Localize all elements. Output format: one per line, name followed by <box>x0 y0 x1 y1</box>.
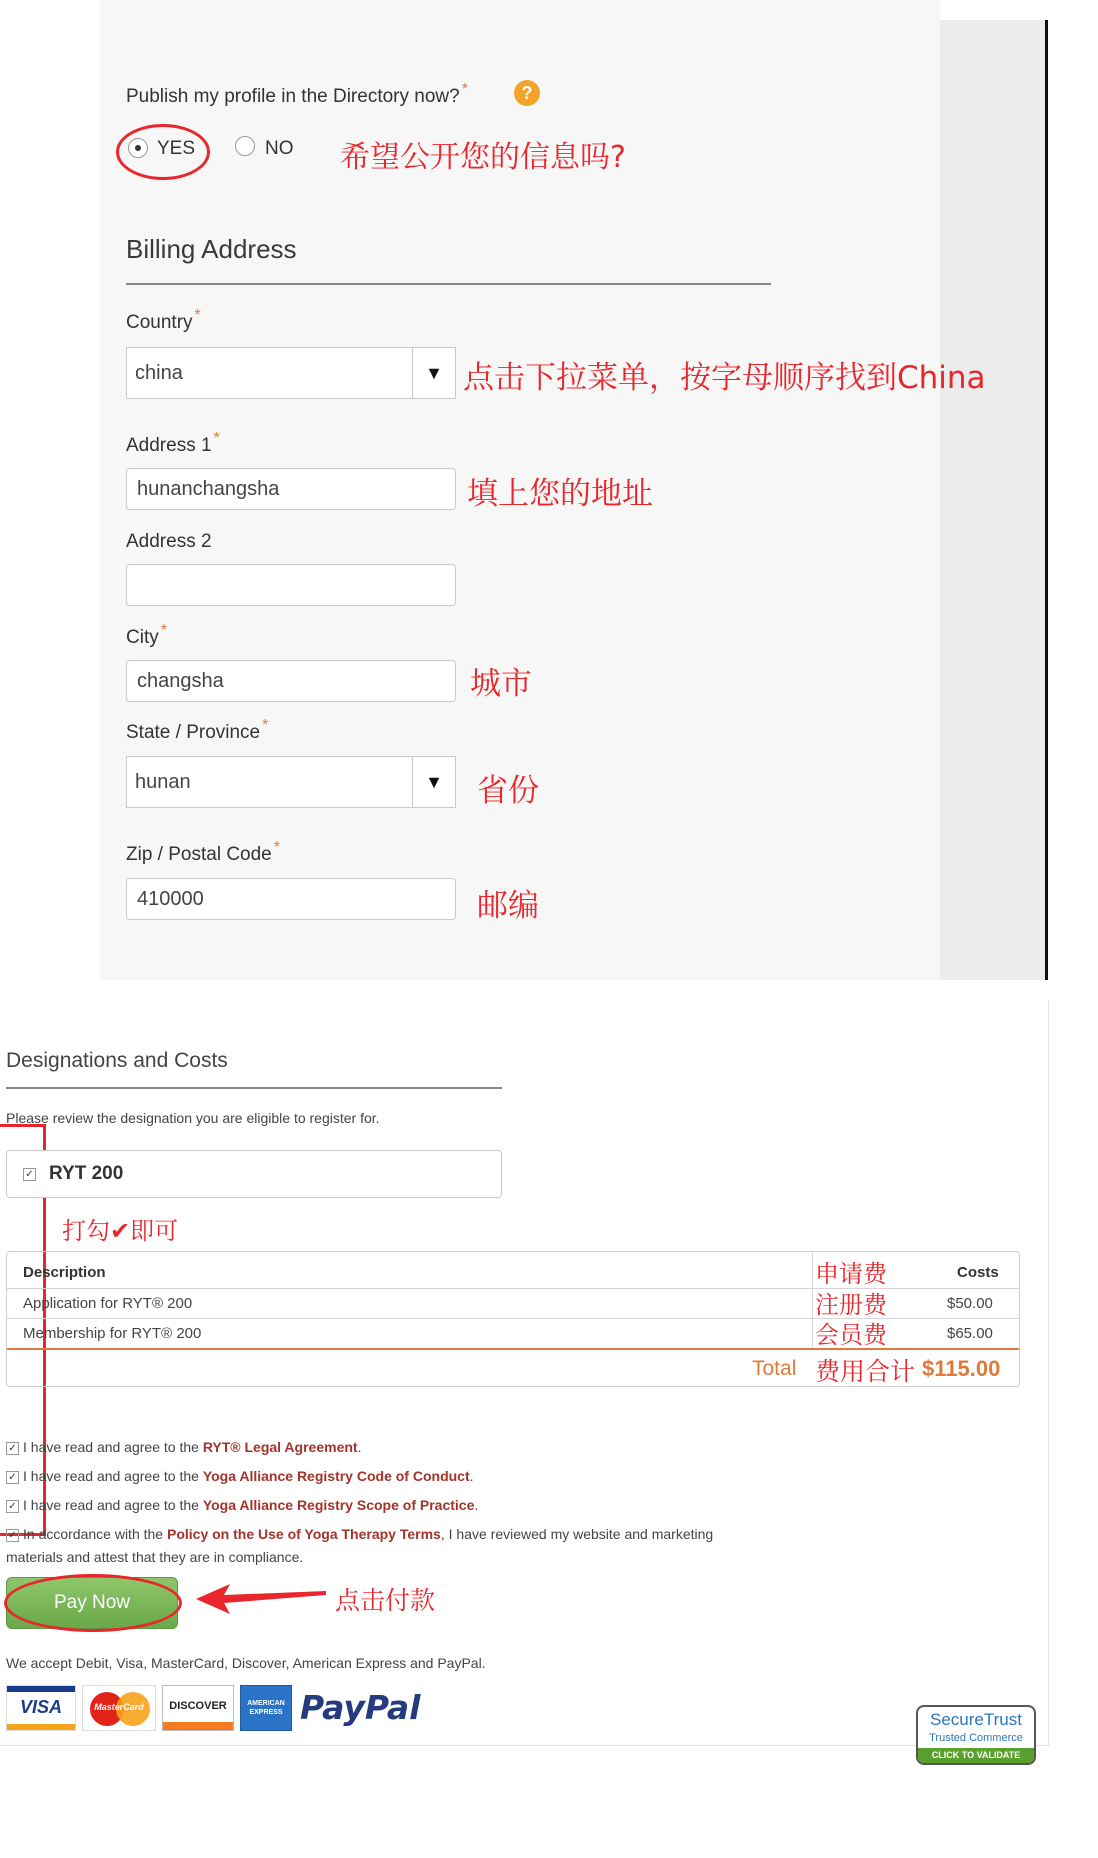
costs-table <box>6 1251 1020 1387</box>
yes-radio[interactable] <box>128 138 148 158</box>
review-text: Please review the designation you are eligible to register for. <box>6 1110 380 1126</box>
required-mark: * <box>273 839 280 856</box>
visa-logo: VISA <box>6 1685 76 1731</box>
agreement-checkbox[interactable]: ✓ <box>6 1500 19 1513</box>
row-cost: $65.00 <box>947 1325 993 1342</box>
address1-label: Address 1 * <box>126 430 220 456</box>
chevron-down-icon[interactable]: ▼ <box>412 348 455 398</box>
agreement-continuation: materials and attest that they are in compliance. <box>6 1549 304 1565</box>
total-annotation: 费用合计 <box>815 1357 916 1386</box>
agreement-checkbox[interactable]: ✓ <box>6 1471 19 1484</box>
row-cost: $50.00 <box>947 1295 993 1312</box>
yoga-therapy-policy-link[interactable]: Policy on the Use of Yoga Therapy Terms <box>166 1526 441 1542</box>
mastercard-logo: MasterCard <box>82 1685 156 1731</box>
zip-label: Zip / Postal Code * <box>126 839 280 865</box>
pay-now-button[interactable]: Pay Now <box>6 1577 178 1629</box>
designations-title-rule <box>6 1087 502 1089</box>
designations-title: Designations and Costs <box>6 1049 228 1072</box>
designation-checkbox[interactable]: ✓ <box>23 1168 36 1181</box>
agreement-checkbox[interactable]: ✓ <box>6 1442 19 1455</box>
city-input[interactable]: changsha <box>126 660 456 702</box>
total-value: $115.00 <box>922 1356 1001 1381</box>
state-selected-value: hunan <box>135 771 191 793</box>
publish-annotation: 希望公开您的信息吗? <box>340 140 626 175</box>
code-of-conduct-link[interactable]: Yoga Alliance Registry Code of Conduct <box>202 1468 470 1484</box>
city-annotation: 城市 <box>470 666 532 702</box>
help-icon[interactable]: ? <box>514 80 540 106</box>
paypal-logo: PayPal <box>300 1688 421 1727</box>
application-fee-annotation: 申请费 <box>815 1260 887 1288</box>
panel-border-line <box>1045 20 1048 980</box>
accepted-cards-text: We accept Debit, Visa, MasterCard, Discover, American Express and PayPal. <box>6 1655 486 1671</box>
discover-logo: DISCOVER <box>162 1685 234 1731</box>
required-mark: * <box>194 307 201 324</box>
country-selected-value: china <box>135 362 183 384</box>
header-costs: Costs <box>957 1264 999 1281</box>
city-label: City * <box>126 622 167 648</box>
arrow-left-icon <box>196 1582 328 1616</box>
amex-logo: AMERICAN EXPRESS <box>240 1685 292 1731</box>
agreement-legal[interactable]: ✓ I have read and agree to the RYT® Legal Agreement. <box>6 1439 361 1455</box>
membership-fee-annotation: 会员费 <box>815 1321 887 1349</box>
address2-input[interactable] <box>126 564 456 606</box>
total-label: Total <box>752 1357 797 1380</box>
required-mark: * <box>213 430 220 447</box>
agreement-checkbox[interactable]: ✓ <box>6 1529 19 1542</box>
billing-title-rule <box>126 283 771 285</box>
pay-highlight-circle <box>4 1574 182 1632</box>
zip-input[interactable]: 410000 <box>126 878 456 920</box>
country-annotation: 点击下拉菜单，按字母顺序找到China <box>463 360 986 396</box>
right-margin-strip <box>940 20 1045 980</box>
check-annotation: 打勾✔即可 <box>62 1217 179 1245</box>
address1-annotation: 填上您的地址 <box>467 476 653 512</box>
chevron-down-icon[interactable]: ▼ <box>412 757 455 807</box>
billing-address-title: Billing Address <box>126 234 297 264</box>
scope-of-practice-link[interactable]: Yoga Alliance Registry Scope of Practice <box>202 1497 475 1513</box>
row-description: Application for RYT® 200 <box>23 1295 193 1312</box>
required-mark: * <box>262 717 269 734</box>
state-annotation: 省份 <box>477 773 539 809</box>
header-description: Description <box>23 1264 106 1281</box>
no-radio[interactable] <box>235 136 255 156</box>
zip-annotation: 邮编 <box>477 888 539 924</box>
country-select[interactable] <box>126 347 456 399</box>
agreement-scope-of-practice[interactable]: ✓ I have read and agree to the Yoga Alliance Registry Scope of Practice. <box>6 1497 478 1513</box>
row-description: Membership for RYT® 200 <box>23 1325 202 1342</box>
address2-label: Address 2 <box>126 531 212 552</box>
state-label: State / Province * <box>126 717 269 743</box>
registration-fee-annotation: 注册费 <box>815 1291 887 1319</box>
country-label: Country * <box>126 307 201 333</box>
address1-input[interactable]: hunanchangsha <box>126 468 456 510</box>
designation-name: RYT 200 <box>49 1163 124 1184</box>
securetrust-badge[interactable]: SecureTrust Trusted Commerce CLICK TO VALIDATE <box>916 1705 1036 1765</box>
radio-dot <box>135 145 141 151</box>
no-label: NO <box>265 138 294 159</box>
agreement-code-of-conduct[interactable]: ✓ I have read and agree to the Yoga Alliance Registry Code of Conduct. <box>6 1468 474 1484</box>
state-select[interactable] <box>126 756 456 808</box>
yes-label: YES <box>157 138 196 159</box>
legal-agreement-link[interactable]: RYT® Legal Agreement <box>202 1439 358 1455</box>
pay-annotation: 点击付款 <box>335 1586 436 1615</box>
required-mark: * <box>160 622 167 639</box>
publish-profile-question: Publish my profile in the Directory now? * <box>126 81 468 107</box>
designation-option[interactable] <box>6 1150 502 1198</box>
required-mark: * <box>461 81 468 98</box>
agreement-yoga-therapy[interactable]: ✓ In accordance with the Policy on the Use of Yoga Therapy Terms, I have reviewed my website and marketing <box>6 1526 713 1542</box>
column-divider <box>812 1252 813 1348</box>
